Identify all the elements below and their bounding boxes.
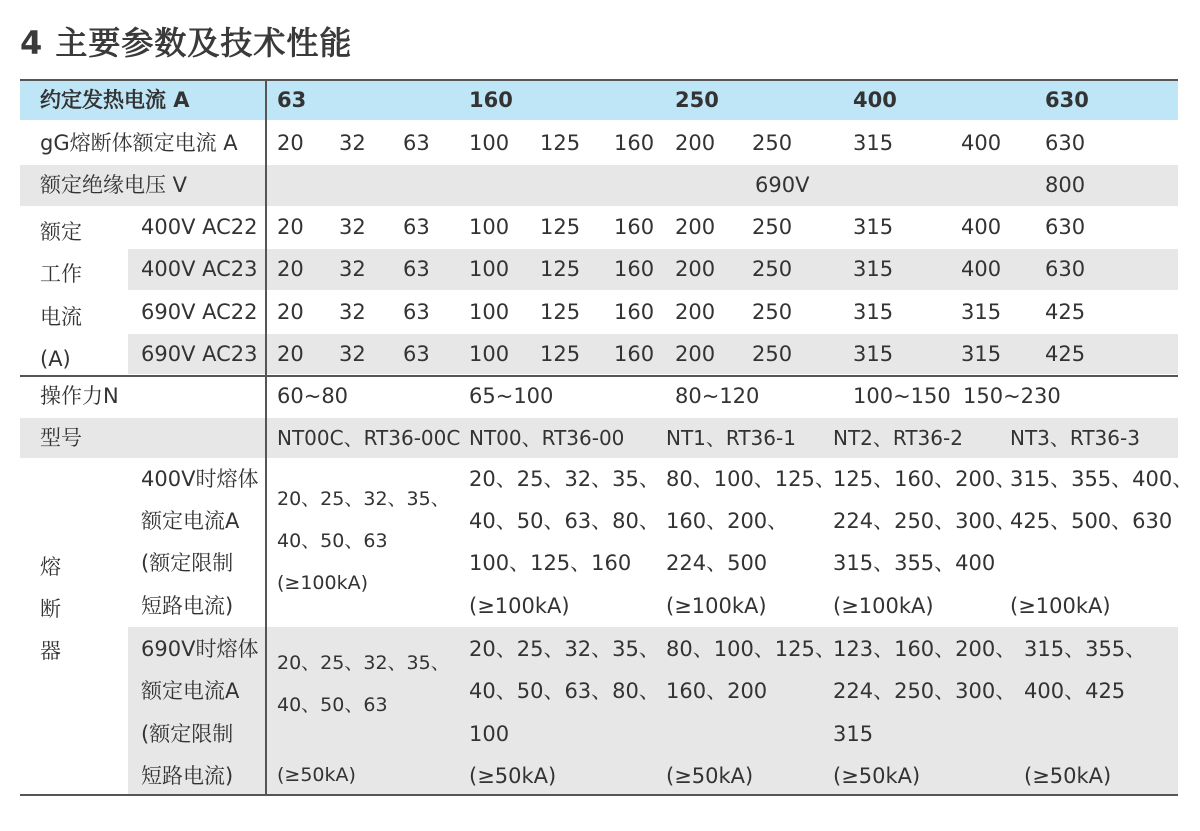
group-label-working-current-4: (A) (40, 347, 71, 371)
group-label-fuse-1: 熔 (40, 555, 61, 579)
fuse400-c4-l4: (≥100kA) (833, 594, 934, 618)
fuse690-c2-l3: 100 (469, 722, 510, 746)
ac22-690-20: 20 (277, 300, 304, 324)
group-label-fuse-2: 断 (40, 597, 61, 621)
fuse400-c2-l3: 100、125、160 (469, 551, 632, 575)
fuse400-c5-l1: 315、355、400、 (1010, 467, 1194, 491)
header-band (20, 80, 1178, 120)
ac22-400-250: 250 (752, 215, 793, 239)
fuse690-c1-l2: 40、50、63 (277, 694, 388, 716)
ac23-690-63: 63 (403, 342, 430, 366)
ac22-690-315: 315 (853, 300, 894, 324)
fuse690-c4-l2: 224、250、300、 (833, 679, 1017, 703)
ac23-400-20: 20 (277, 257, 304, 281)
ac23-690-315: 315 (853, 342, 894, 366)
heat-current-160: 160 (469, 88, 513, 112)
ac23-690-32: 32 (339, 342, 366, 366)
ac23-400-400: 400 (961, 257, 1002, 281)
fuse400-c3-l3: 224、500 (666, 551, 768, 575)
fuse400-c5-l2: 425、500、630 (1010, 509, 1173, 533)
insulation-800: 800 (1045, 173, 1086, 197)
ac23-400-250: 250 (752, 257, 793, 281)
row-label-operating-force: 操作力N (40, 384, 119, 408)
model-nt00: NT00、RT36-00 (469, 426, 625, 450)
group-label-fuse-3: 器 (40, 639, 61, 663)
model-nt2: NT2、RT36-2 (833, 426, 963, 450)
gg-250: 250 (752, 131, 793, 155)
fuse400-c1-l3: (≥100kA) (277, 572, 369, 594)
gg-125: 125 (540, 131, 581, 155)
ac22-400-125: 125 (540, 215, 581, 239)
fuse690-c2-l2: 40、50、63、80、 (469, 679, 660, 703)
fuse400-c3-l2: 160、200、 (666, 509, 789, 533)
gg-160: 160 (614, 131, 655, 155)
table-mid-rule (20, 375, 1178, 377)
fuse400-c4-l1: 125、160、200、 (833, 467, 1017, 491)
fuse400-c2-l4: (≥100kA) (469, 594, 570, 618)
ac22-690-32: 32 (339, 300, 366, 324)
gg-315: 315 (853, 131, 894, 155)
model-nt00c: NT00C、RT36-00C (277, 426, 461, 450)
fuse690-c4-l4: (≥50kA) (833, 764, 921, 788)
fuse690-c5-l3: (≥50kA) (1024, 764, 1112, 788)
gg-100: 100 (469, 131, 510, 155)
ac23-400-32: 32 (339, 257, 366, 281)
row-label-heat-current: 约定发热电流 A (40, 88, 190, 112)
heat-current-630: 630 (1045, 88, 1089, 112)
ac22-400-630: 630 (1045, 215, 1086, 239)
ac23-400-160: 160 (614, 257, 655, 281)
model-nt1: NT1、RT36-1 (666, 426, 796, 450)
sub-label-400v-ac22: 400V AC22 (141, 215, 258, 239)
table-bottom-rule (20, 794, 1178, 796)
sub-label-400v-ac23: 400V AC23 (141, 257, 258, 281)
ac23-690-250: 250 (752, 342, 793, 366)
sub-label-690v-ac22: 690V AC22 (141, 300, 258, 324)
ac22-690-125: 125 (540, 300, 581, 324)
ac22-400-160: 160 (614, 215, 655, 239)
row-label-gg-fuse: gG熔断体额定电流 A (40, 131, 238, 155)
fuse400-c5-l3: (≥100kA) (1010, 594, 1111, 618)
fuse690-label-2: 额定电流A (141, 679, 240, 703)
fuse690-c3-l3: (≥50kA) (666, 764, 754, 788)
gg-32: 32 (339, 131, 366, 155)
ac23-400-315: 315 (853, 257, 894, 281)
fuse690-c1-l3: (≥50kA) (277, 764, 356, 786)
fuse690-c5-l1: 315、355、 (1024, 637, 1147, 661)
ac22-690-100: 100 (469, 300, 510, 324)
fuse400-c4-l3: 315、355、400 (833, 551, 996, 575)
fuse400-label-1: 400V时熔体 (141, 467, 259, 491)
ac22-400-200: 200 (675, 215, 716, 239)
fuse690-c1-l1: 20、25、32、35、 (277, 652, 450, 674)
fuse690-c4-l1: 123、160、200、 (833, 637, 1017, 661)
ac23-690-100: 100 (469, 342, 510, 366)
ac22-690-200: 200 (675, 300, 716, 324)
fuse690-label-4: 短路电流) (141, 764, 234, 788)
gg-630: 630 (1045, 131, 1086, 155)
ac23-690-160: 160 (614, 342, 655, 366)
fuse400-c1-l1: 20、25、32、35、 (277, 488, 450, 510)
ac23-400-630: 630 (1045, 257, 1086, 281)
ac23-400-200: 200 (675, 257, 716, 281)
row-label-model: 型号 (40, 426, 82, 450)
gg-63: 63 (403, 131, 430, 155)
ac23-690-125: 125 (540, 342, 581, 366)
fuse400-c2-l1: 20、25、32、35、 (469, 467, 660, 491)
ac22-690-63: 63 (403, 300, 430, 324)
ac22-400-400: 400 (961, 215, 1002, 239)
ac22-690-250: 250 (752, 300, 793, 324)
sub-label-690v-ac23: 690V AC23 (141, 342, 258, 366)
ac23-400-100: 100 (469, 257, 510, 281)
fuse690-c2-l4: (≥50kA) (469, 764, 557, 788)
column-divider (265, 79, 267, 796)
ac23-690-200: 200 (675, 342, 716, 366)
fuse400-c3-l4: (≥100kA) (666, 594, 767, 618)
page-title: 4 主要参数及技术性能 (20, 24, 353, 62)
ac22-400-32: 32 (339, 215, 366, 239)
fuse400-c2-l2: 40、50、63、80、 (469, 509, 660, 533)
table-top-rule (20, 79, 1178, 81)
ac22-400-315: 315 (853, 215, 894, 239)
force-65-100: 65~100 (469, 384, 554, 408)
group-label-working-current-1: 额定 (40, 220, 82, 244)
fuse690-c3-l1: 80、100、125、 (666, 637, 836, 661)
ac22-690-425: 425 (1045, 300, 1086, 324)
band-insulation (20, 165, 1178, 206)
ac23-400-125: 125 (540, 257, 581, 281)
heat-current-400: 400 (853, 88, 897, 112)
ac22-690-160: 160 (614, 300, 655, 324)
heat-current-250: 250 (675, 88, 719, 112)
ac23-400-63: 63 (403, 257, 430, 281)
force-80-120: 80~120 (675, 384, 760, 408)
ac23-690-315b: 315 (961, 342, 1002, 366)
group-label-working-current-3: 电流 (40, 305, 82, 329)
heat-current-63: 63 (277, 88, 307, 112)
ac22-400-20: 20 (277, 215, 304, 239)
gg-20: 20 (277, 131, 304, 155)
fuse400-label-3: (额定限制 (141, 551, 234, 575)
model-nt3: NT3、RT36-3 (1010, 426, 1140, 450)
fuse690-c5-l2: 400、425 (1024, 679, 1126, 703)
force-100-150: 100~150 (853, 384, 951, 408)
fuse400-label-2: 额定电流A (141, 509, 240, 533)
ac22-400-63: 63 (403, 215, 430, 239)
fuse400-label-4: 短路电流) (141, 594, 234, 618)
gg-200: 200 (675, 131, 716, 155)
row-label-insulation: 额定绝缘电压 V (40, 173, 188, 197)
ac22-690-315b: 315 (961, 300, 1002, 324)
fuse400-c3-l1: 80、100、125、 (666, 467, 836, 491)
insulation-690v: 690V (755, 173, 810, 197)
force-150-230: 150~230 (963, 384, 1061, 408)
fuse690-c4-l3: 315 (833, 722, 874, 746)
gg-400: 400 (961, 131, 1002, 155)
fuse690-label-1: 690V时熔体 (141, 637, 259, 661)
group-label-working-current-2: 工作 (40, 262, 82, 286)
fuse690-c2-l1: 20、25、32、35、 (469, 637, 660, 661)
fuse400-c1-l2: 40、50、63 (277, 530, 388, 552)
fuse400-c4-l2: 224、250、300、 (833, 509, 1017, 533)
ac23-690-20: 20 (277, 342, 304, 366)
fuse690-label-3: (额定限制 (141, 722, 234, 746)
ac23-690-425: 425 (1045, 342, 1086, 366)
force-60-80: 60~80 (277, 384, 349, 408)
ac22-400-100: 100 (469, 215, 510, 239)
fuse690-c3-l2: 160、200 (666, 679, 768, 703)
